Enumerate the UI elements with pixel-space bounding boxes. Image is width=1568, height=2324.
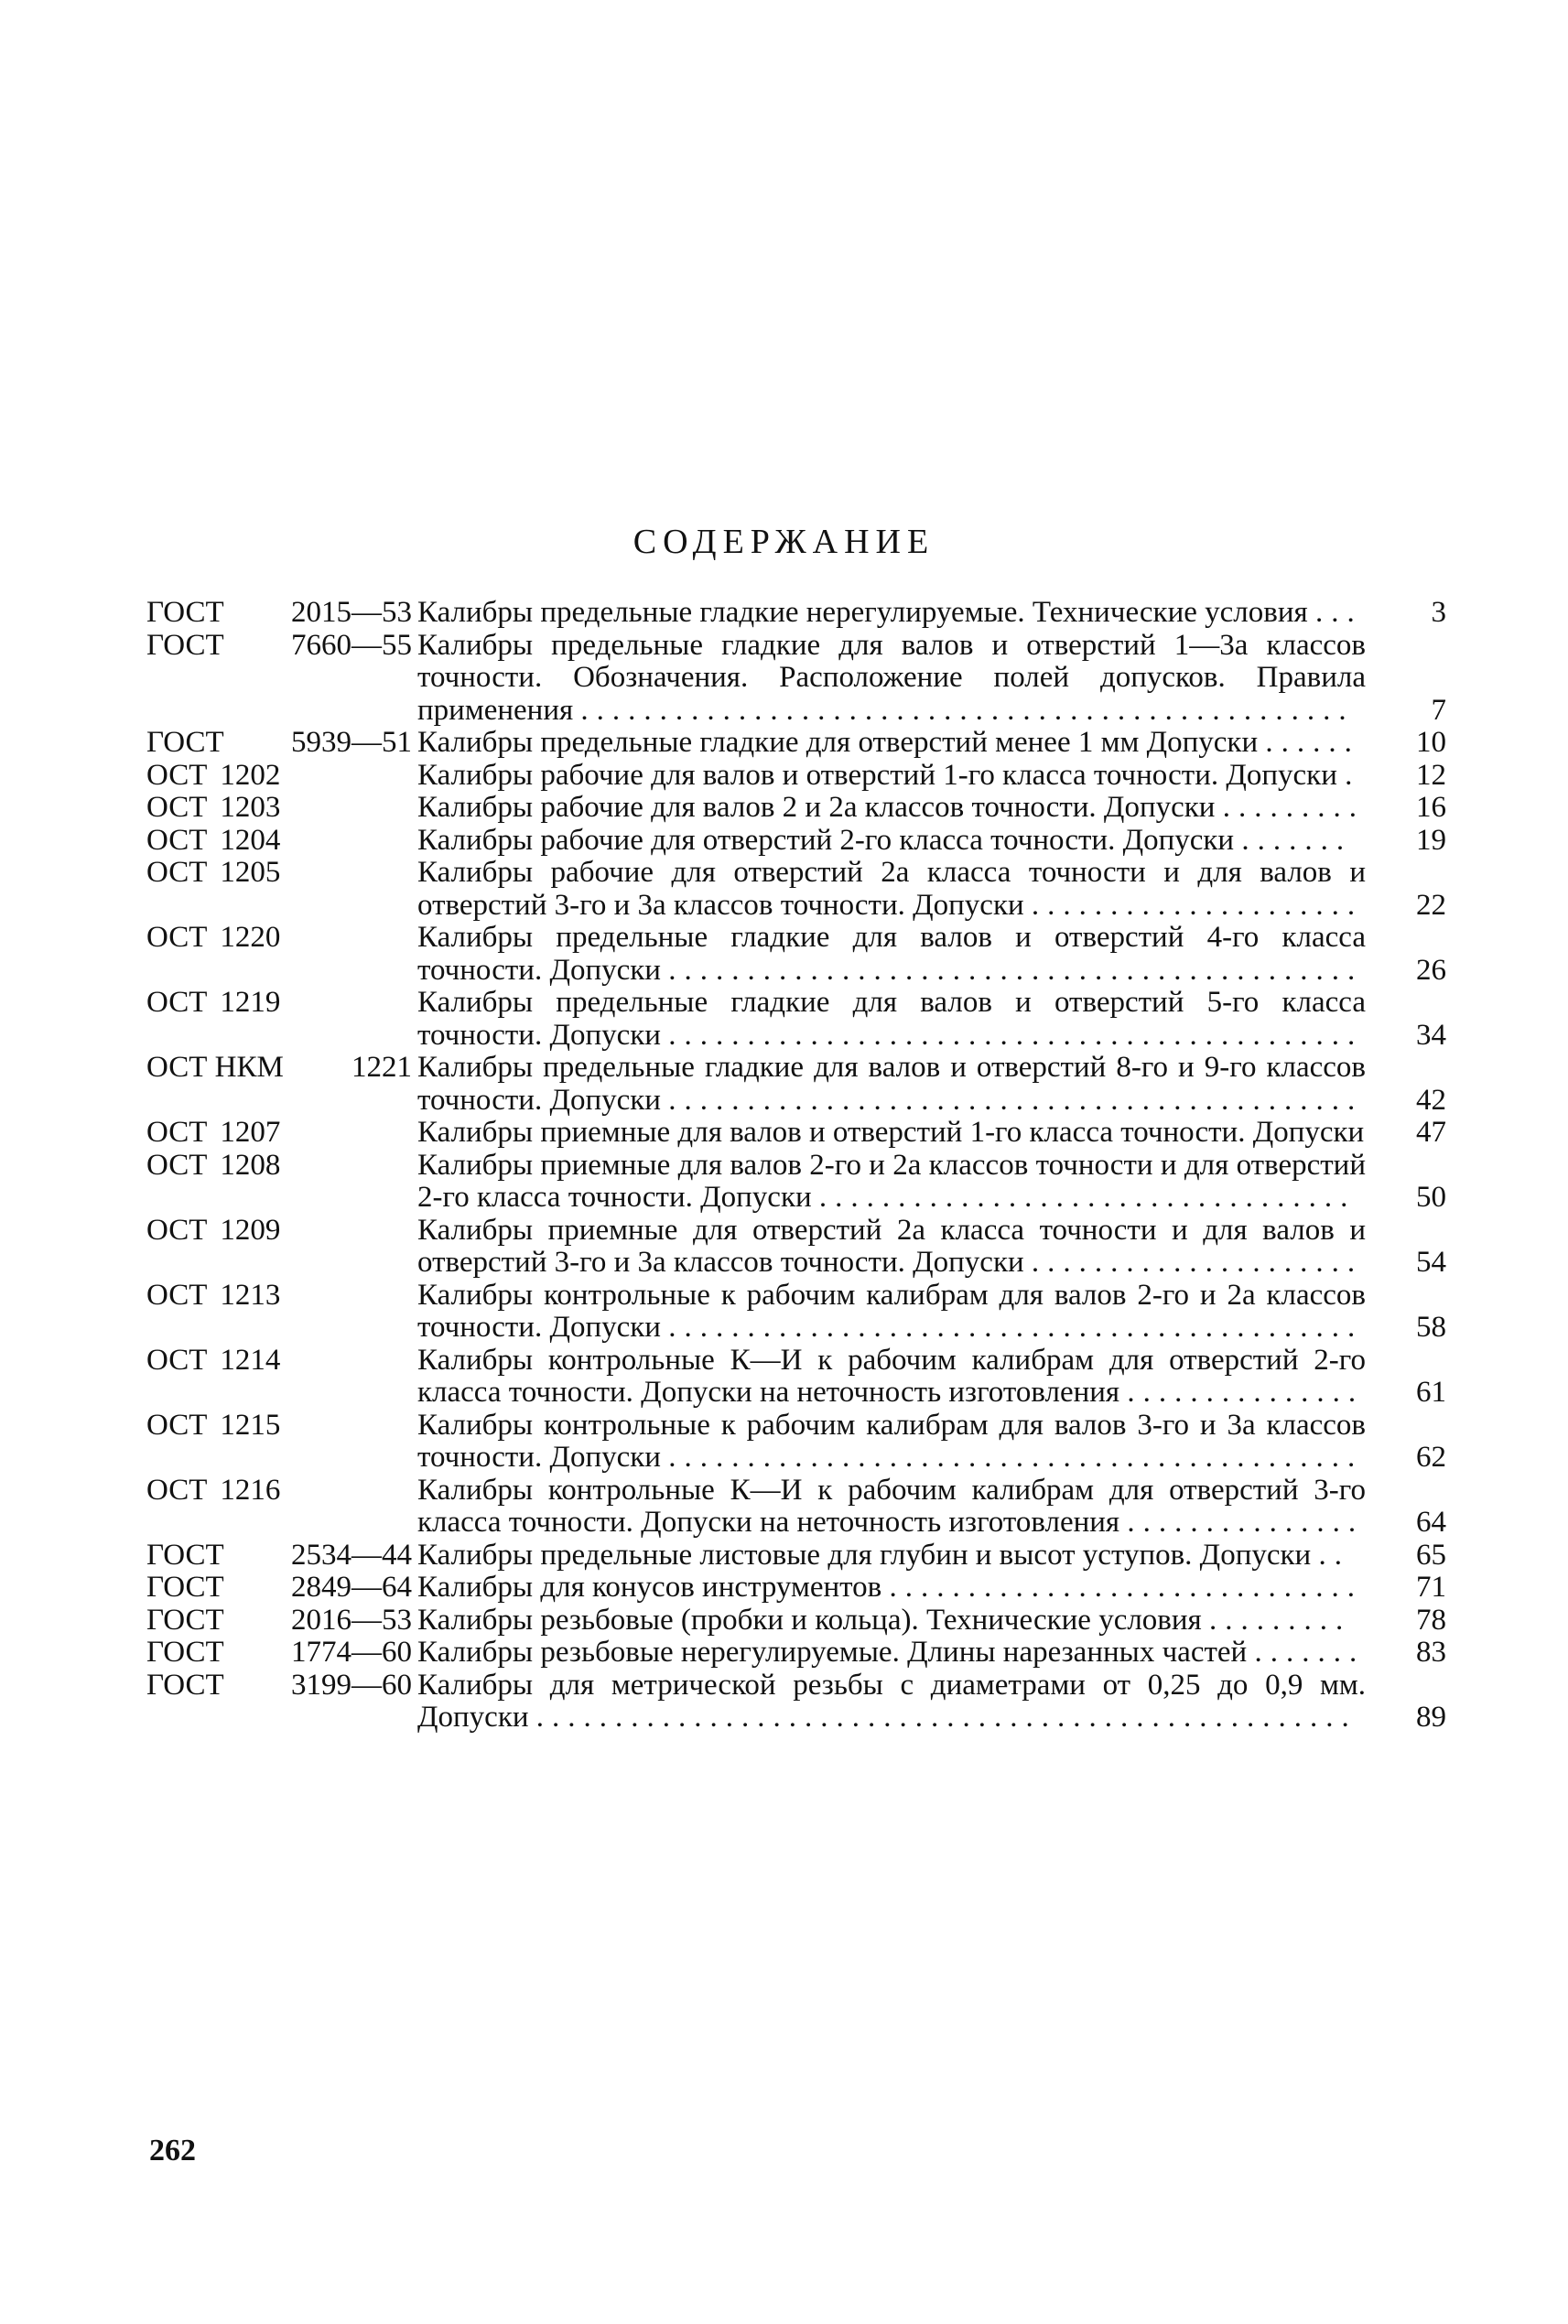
toc-entry-page: 26 — [1416, 953, 1446, 987]
toc-entry-page: 61 — [1416, 1376, 1446, 1409]
standard-type: ОСТ — [146, 1116, 208, 1149]
entry-title: Калибры для конусов инструментов — [417, 1571, 882, 1604]
dot-leader: ............... — [1127, 1376, 1365, 1409]
dot-leader: ....... — [1254, 1636, 1366, 1669]
standard-type: ОСТ — [146, 791, 208, 824]
table-of-contents — [146, 597, 1446, 1735]
standard-type: ОСТ — [146, 1148, 208, 1182]
standard-number: 1216 — [220, 1473, 281, 1507]
standard-number: 1209 — [220, 1213, 281, 1247]
toc-entry-code — [146, 922, 412, 955]
toc-entry-description — [417, 857, 1366, 922]
standard-type: ОСТ — [146, 823, 208, 857]
toc-entry-description — [417, 1280, 1366, 1345]
standard-number: 2016—53 — [291, 1603, 412, 1637]
dot-leader: . — [1345, 758, 1361, 792]
toc-entry-description — [417, 1540, 1366, 1573]
toc-entry-description — [417, 630, 1366, 728]
entry-title: Калибры предельные гладкие для валов и отверстий 8-го и 9-го классов точности. Допуски — [417, 1051, 1366, 1117]
standard-type: ОСТ — [146, 1343, 208, 1377]
standard-type: ОСТ — [146, 986, 208, 1019]
toc-entry — [146, 760, 1446, 793]
toc-entry-description — [417, 760, 1366, 793]
standard-type: ОСТ — [146, 758, 208, 792]
standard-number: 1207 — [220, 1116, 281, 1149]
standard-type: ГОСТ — [146, 1668, 224, 1702]
toc-entry-code — [146, 1540, 412, 1573]
page-title: СОДЕРЖАНИЕ — [633, 523, 935, 561]
standard-type: ОСТ — [146, 1278, 208, 1312]
toc-entry-code — [146, 630, 412, 663]
toc-entry-code — [146, 1345, 412, 1378]
toc-entry-description — [417, 1117, 1366, 1150]
toc-entry — [146, 597, 1446, 630]
standard-number: 1215 — [220, 1408, 281, 1442]
toc-entry-code — [146, 792, 412, 825]
toc-entry-page: 58 — [1416, 1311, 1446, 1344]
entry-title: Калибры предельные гладкие нерегулируемые. Технические условия — [417, 596, 1308, 629]
standard-type: ОСТ — [146, 1408, 208, 1442]
standard-number: 1219 — [220, 986, 281, 1019]
standard-type: ОСТ — [146, 921, 208, 954]
toc-entry-page: 54 — [1416, 1246, 1446, 1279]
toc-entry-code — [146, 1215, 412, 1248]
dot-leader: .................................. — [818, 1181, 1357, 1214]
toc-entry-page: 83 — [1416, 1636, 1446, 1669]
toc-entry-page: 7 — [1431, 693, 1446, 727]
entry-title: Калибры предельные гладкие для валов и отверстий 5-го класса точности. Допуски — [417, 986, 1366, 1052]
toc-entry-page: 71 — [1416, 1571, 1446, 1604]
dot-leader: ......... — [1222, 791, 1365, 824]
toc-entry-code — [146, 597, 412, 630]
dot-leader: .............................. — [889, 1571, 1363, 1604]
toc-entry-page: 34 — [1416, 1018, 1446, 1052]
standard-type: ГОСТ — [146, 1636, 224, 1669]
entry-title: Калибры рабочие для отверстий 2-го класса точности. Допуски — [417, 823, 1235, 857]
toc-entry-page: 47 — [1416, 1116, 1446, 1149]
dot-leader: ............................................ — [668, 1441, 1364, 1474]
standard-number: 1774—60 — [291, 1636, 412, 1669]
entry-title: Калибры контрольные к рабочим калибрам для валов 3-го и 3а классов точности. Допуски — [417, 1408, 1366, 1474]
toc-entry-code — [146, 1150, 412, 1183]
standard-type: ГОСТ — [146, 596, 224, 629]
dot-leader: ................................................. — [580, 693, 1355, 727]
entry-title: Калибры рабочие для отверстий 2а класса точности и для валов и отверстий 3-го и 3а классов точности. Допуски — [417, 856, 1366, 922]
page-number: 262 — [149, 2134, 196, 2167]
toc-entry — [146, 792, 1446, 825]
toc-entry-page: 42 — [1416, 1083, 1446, 1117]
toc-entry — [146, 1150, 1446, 1215]
dot-leader: .. — [1318, 1538, 1350, 1572]
entry-title: Калибры резьбовые (пробки и кольца). Технические условия — [417, 1603, 1202, 1637]
toc-entry-description — [417, 1572, 1366, 1605]
toc-entry-description — [417, 825, 1366, 858]
toc-entry-page: 16 — [1416, 791, 1446, 824]
toc-entry — [146, 1117, 1446, 1150]
toc-entry — [146, 1052, 1446, 1117]
standard-number: 1204 — [220, 823, 281, 857]
dot-leader: ...... — [1265, 726, 1360, 759]
entry-title: Калибры контрольные К—И к рабочим калибрам для отверстий 2-го класса точности. Допуски на неточность изготовления — [417, 1343, 1366, 1409]
toc-entry — [146, 1475, 1446, 1540]
toc-entry-page: 78 — [1416, 1603, 1446, 1637]
toc-entry-code — [146, 1572, 412, 1605]
dot-leader: ... — [1314, 596, 1363, 629]
toc-entry-page: 62 — [1416, 1441, 1446, 1474]
toc-entry-code — [146, 760, 412, 793]
standard-number: 5939—51 — [291, 726, 412, 759]
toc-entry-page: 3 — [1431, 596, 1446, 629]
toc-entry-description — [417, 1150, 1366, 1215]
standard-number: 1208 — [220, 1148, 281, 1182]
toc-entry — [146, 1280, 1446, 1345]
toc-entry-code — [146, 857, 412, 890]
entry-title: Калибры предельные гладкие для отверстий менее 1 мм Допуски — [417, 726, 1259, 759]
toc-entry — [146, 1410, 1446, 1475]
standard-number: 1220 — [220, 921, 281, 954]
toc-entry-code — [146, 825, 412, 858]
standard-type: ГОСТ — [146, 628, 224, 662]
toc-entry-page: 65 — [1416, 1538, 1446, 1572]
dot-leader: ....... — [1241, 823, 1353, 857]
toc-entry-description — [417, 1670, 1366, 1735]
toc-entry-description — [417, 1475, 1366, 1540]
standard-number: 1221 — [351, 1051, 412, 1084]
entry-title: Калибры приемные для валов и отверстий 1-го класса точности. Допуски — [417, 1116, 1365, 1149]
dot-leader: ............................................ — [668, 953, 1364, 987]
toc-entry — [146, 1670, 1446, 1735]
toc-entry-code — [146, 1670, 412, 1702]
toc-entry-description — [417, 792, 1366, 825]
entry-title: Калибры предельные листовые для глубин и высот уступов. Допуски — [417, 1538, 1312, 1572]
entry-title: Калибры резьбовые нерегулируемые. Длины нарезанных частей — [417, 1636, 1248, 1669]
standard-type: ГОСТ — [146, 1538, 224, 1572]
toc-entry-page: 22 — [1416, 888, 1446, 922]
toc-entry-description — [417, 1052, 1366, 1117]
dot-leader: .................................................... — [535, 1701, 1357, 1734]
toc-entry — [146, 1572, 1446, 1605]
toc-entry-code — [146, 1475, 412, 1508]
toc-entry-description — [417, 1605, 1366, 1638]
toc-entry-description — [417, 727, 1366, 760]
toc-entry-description — [417, 1215, 1366, 1280]
toc-entry-page: 89 — [1416, 1701, 1446, 1734]
dot-leader: ............... — [1127, 1506, 1365, 1539]
toc-entry-code — [146, 1280, 412, 1313]
toc-entry-description — [417, 922, 1366, 987]
entry-title: Калибры контрольные к рабочим калибрам для валов 2-го и 2а классов точности. Допуски — [417, 1278, 1366, 1344]
toc-entry-page: 50 — [1416, 1181, 1446, 1214]
toc-entry-page: 64 — [1416, 1506, 1446, 1539]
toc-entry — [146, 1637, 1446, 1670]
toc-entry — [146, 987, 1446, 1052]
toc-entry-page: 19 — [1416, 823, 1446, 857]
toc-entry — [146, 630, 1446, 728]
toc-entry-code — [146, 1117, 412, 1150]
standard-number: 2849—64 — [291, 1571, 412, 1604]
toc-entry-code — [146, 727, 412, 760]
standard-number: 1214 — [220, 1343, 281, 1377]
dot-leader: ..................... — [1031, 888, 1364, 922]
dot-leader: ............................................ — [668, 1311, 1364, 1344]
standard-number: 7660—55 — [291, 628, 412, 662]
dot-leader: ............................................ — [668, 1018, 1364, 1052]
toc-entry — [146, 1605, 1446, 1638]
entry-title: Калибры контрольные К—И к рабочим калибрам для отверстий 3-го класса точности. Допуски на неточность изготовления — [417, 1473, 1366, 1539]
standard-number: 3199—60 — [291, 1668, 412, 1702]
toc-entry-description — [417, 987, 1366, 1052]
standard-type: ОСТ НКМ — [146, 1051, 284, 1084]
toc-entry-code — [146, 1637, 412, 1670]
toc-entry-page: 12 — [1416, 758, 1446, 792]
standard-number: 1213 — [220, 1278, 281, 1312]
standard-number: 1205 — [220, 856, 281, 889]
toc-entry-code — [146, 1052, 412, 1085]
toc-entry — [146, 1215, 1446, 1280]
toc-entry-code — [146, 987, 412, 1020]
standard-number: 1202 — [220, 758, 281, 792]
standard-type: ОСТ — [146, 1213, 208, 1247]
toc-entry — [146, 922, 1446, 987]
dot-leader: ..................... — [1031, 1246, 1364, 1279]
entry-title: Калибры для метрической резьбы с диаметрами от 0,25 до 0,9 мм. Допуски — [417, 1668, 1366, 1734]
toc-entry-page: 10 — [1416, 726, 1446, 759]
standard-number: 1203 — [220, 791, 281, 824]
standard-number: 2534—44 — [291, 1538, 412, 1572]
entry-title: Калибры приемные для отверстий 2а класса точности и для валов и отверстий 3-го и 3а классов точности. Допуски — [417, 1213, 1366, 1279]
entry-title: Калибры приемные для валов 2-го и 2а классов точности и для отверстий 2-го класса точности. Допуски — [417, 1148, 1366, 1214]
toc-entry — [146, 727, 1446, 760]
toc-entry — [146, 857, 1446, 922]
dot-leader: ......... — [1208, 1603, 1352, 1637]
entry-title: Калибры рабочие для валов и отверстий 1-го класса точности. Допуски — [417, 758, 1337, 792]
standard-type: ГОСТ — [146, 1571, 224, 1604]
toc-entry-description — [417, 1637, 1366, 1670]
entry-title: Калибры рабочие для валов 2 и 2а классов точности. Допуски — [417, 791, 1216, 824]
toc-entry-description — [417, 1345, 1366, 1410]
toc-entry-code — [146, 1605, 412, 1638]
toc-entry-description — [417, 1410, 1366, 1475]
toc-entry — [146, 1345, 1446, 1410]
toc-entry-code — [146, 1410, 412, 1443]
standard-type: ГОСТ — [146, 1603, 224, 1637]
standard-type: ОСТ — [146, 856, 208, 889]
standard-type: ГОСТ — [146, 726, 224, 759]
entry-title: Калибры предельные гладкие для валов и отверстий 1—3а классов точности. Обозначения. Расположение полей допусков. Правила применения — [417, 628, 1366, 727]
dot-leader: ............................................ — [668, 1083, 1364, 1117]
toc-entry — [146, 1540, 1446, 1573]
standard-number: 2015—53 — [291, 596, 412, 629]
entry-title: Калибры предельные гладкие для валов и отверстий 4-го класса точности. Допуски — [417, 921, 1366, 987]
toc-entry — [146, 825, 1446, 858]
toc-entry-description — [417, 597, 1366, 630]
standard-type: ОСТ — [146, 1473, 208, 1507]
